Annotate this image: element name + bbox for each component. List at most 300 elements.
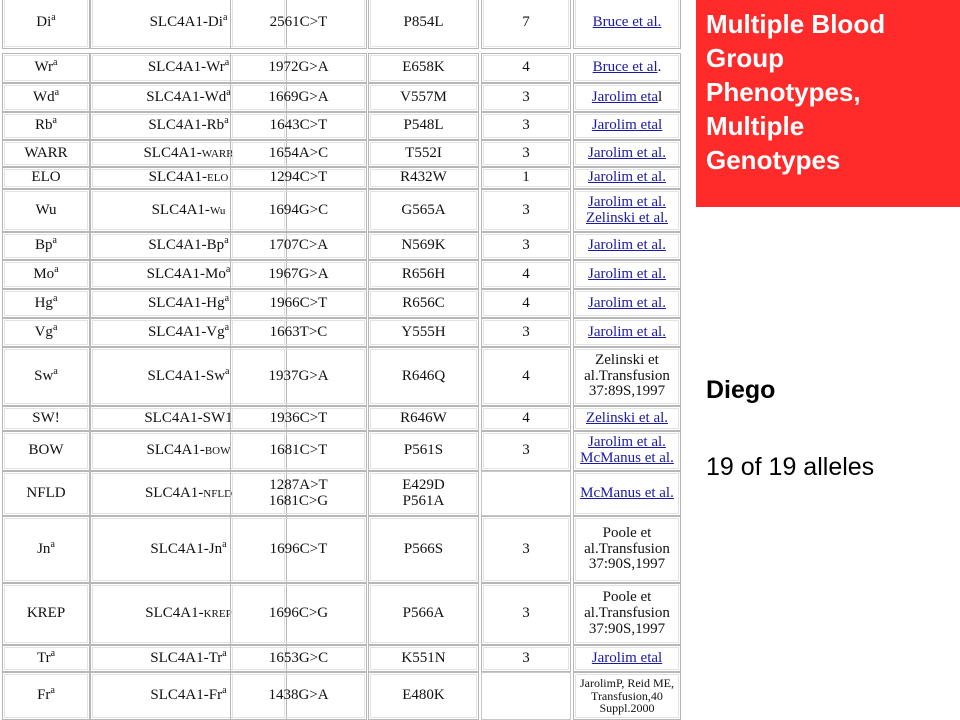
- nucleotide-cell: [230, 260, 367, 289]
- reference-cell: [573, 471, 681, 516]
- exon-cell-content: [522, 118, 530, 134]
- allele-cell-content: [147, 321, 230, 341]
- amino-acid-cell-content: [403, 606, 445, 622]
- reference-cell-content: [588, 146, 666, 162]
- exon-cell: [481, 347, 571, 406]
- antigen-cell-content: [37, 538, 55, 558]
- reference-text: JarolimP, Reid ME,: [579, 676, 674, 691]
- nucleotide-change: 1681C>T: [269, 442, 328, 459]
- antigen-name: Fr: [37, 687, 51, 704]
- nucleotide-cell-content: [269, 478, 328, 510]
- amino-acid-change: R646Q: [401, 367, 446, 384]
- reference-cell-content: [588, 238, 666, 254]
- amino-acid-cell: [368, 471, 479, 516]
- antigen-name: Hg: [34, 294, 53, 311]
- allele-sup: a: [224, 57, 230, 69]
- reference-cell-content: [586, 195, 668, 227]
- exon-cell-content: [522, 170, 530, 186]
- superscript: [54, 264, 58, 275]
- amino-acid-cell: [368, 83, 479, 112]
- reference-cell: [573, 83, 681, 112]
- antigen-cell-content: [31, 170, 60, 186]
- superscript: [222, 539, 226, 550]
- nucleotide-cell: [230, 347, 367, 406]
- reference-cell-content: [592, 118, 662, 134]
- reference-cell: [573, 0, 681, 49]
- allele-cell-content: [147, 57, 230, 76]
- amino-acid-cell: [368, 140, 479, 167]
- antigen-cell-content: [34, 292, 58, 312]
- reference-cell: [573, 232, 681, 260]
- allele-name: SLC4A1-: [143, 144, 202, 161]
- amino-acid-cell: [368, 431, 479, 471]
- antigen-sup: a: [50, 538, 55, 550]
- reference-cell-content: [584, 526, 670, 573]
- superscript: [53, 322, 57, 333]
- superscript: [53, 115, 57, 126]
- reference-text: Transfusion,40: [591, 688, 663, 703]
- antigen-sup: a: [54, 263, 59, 275]
- antigen-name: Sw: [34, 367, 54, 384]
- allele-cell-content: [150, 647, 227, 667]
- amino-acid-cell-content: [404, 542, 443, 558]
- exon-cell-content: [522, 325, 530, 341]
- amino-acid-cell-content: [401, 325, 445, 341]
- amino-acid-cell-content: [402, 267, 445, 283]
- nucleotide-change: 1966C>T: [269, 294, 328, 311]
- amino-acid-change: E429D: [402, 476, 445, 493]
- reference-cell-content: [588, 170, 666, 186]
- antigen-name: Mo: [33, 265, 55, 282]
- nucleotide-cell-content: [270, 411, 328, 427]
- amino-acid-change: Y555H: [401, 323, 446, 340]
- antigen-name: Bp: [35, 237, 53, 254]
- reference-cell: [573, 112, 681, 140]
- antigen-name: Di: [36, 13, 52, 30]
- antigen-cell-content: [34, 57, 58, 76]
- nucleotide-cell-content: [269, 203, 328, 219]
- reference-link[interactable]: Jarolim et al.: [588, 144, 666, 161]
- nucleotide-cell-content: [270, 296, 328, 312]
- reference-cell: [573, 347, 681, 406]
- antigen-cell: [2, 431, 90, 471]
- exon-cell: [481, 318, 571, 347]
- antigen-sup: a: [52, 292, 58, 304]
- amino-acid-change: P561S: [403, 442, 444, 459]
- exon-cell: [481, 516, 571, 583]
- reference-cell-content: [580, 435, 674, 467]
- allele-suffix: WARR: [201, 147, 234, 160]
- reference-text: 37:90S,1997: [588, 620, 666, 637]
- antigen-name: SW!: [32, 409, 60, 426]
- allele-cell-content: [145, 486, 232, 502]
- reference-link[interactable]: Jarolim et al.: [588, 323, 666, 340]
- exon-cell: [481, 167, 571, 189]
- exon-number: 3: [522, 237, 530, 254]
- nucleotide-cell: [230, 471, 367, 516]
- exon-cell: [481, 260, 571, 289]
- amino-acid-change: P561A: [402, 492, 445, 509]
- amino-acid-change: P566A: [402, 605, 445, 622]
- nucleotide-cell: [230, 672, 367, 720]
- allele-cell-content: [149, 170, 229, 186]
- antigen-sup: a: [53, 365, 58, 377]
- antigen-name: NFLD: [26, 484, 66, 501]
- exon-cell: [481, 431, 571, 471]
- allele-name: SLC4A1-Di: [149, 13, 223, 30]
- exon-cell-content: [522, 15, 530, 31]
- allele-cell-content: [150, 685, 227, 704]
- amino-acid-change: P854L: [403, 13, 444, 30]
- allele-cell-content: [149, 11, 228, 31]
- reference-link[interactable]: Zelinski et al.: [585, 209, 669, 226]
- reference-cell-content: [592, 651, 662, 667]
- allele-name: SLC4A1-Fr: [150, 687, 223, 704]
- nucleotide-cell: [230, 112, 367, 140]
- amino-acid-cell-content: [403, 15, 443, 31]
- allele-cell-content: [150, 538, 227, 558]
- nucleotide-change: 1696C>T: [269, 540, 328, 557]
- nucleotide-cell-content: [270, 170, 328, 186]
- allele-name: SLC4A1-Hg: [147, 294, 225, 311]
- exon-cell-content: [522, 90, 530, 106]
- amino-acid-cell: [368, 583, 479, 645]
- nucleotide-cell: [230, 0, 367, 49]
- amino-acid-change: R656H: [401, 265, 446, 282]
- antigen-cell-content: [35, 235, 57, 254]
- antigen-name: Rb: [35, 117, 53, 134]
- antigen-cell-content: [35, 115, 57, 134]
- reference-link[interactable]: Bruce et al.: [592, 13, 662, 30]
- reference-link[interactable]: Zelinski et al.: [585, 409, 669, 426]
- allele-cell-content: [148, 115, 229, 134]
- nucleotide-cell-content: [270, 325, 328, 341]
- antigen-cell-content: [32, 411, 60, 427]
- reference-cell-content: [592, 90, 662, 106]
- allele-name: SLC4A1-: [148, 169, 207, 186]
- allele-sup: a: [222, 647, 227, 659]
- amino-acid-cell: [368, 318, 479, 347]
- nucleotide-cell-content: [268, 90, 328, 106]
- exon-cell: [481, 645, 571, 672]
- superscript: [224, 235, 228, 246]
- allele-name: SLC4A1-: [145, 605, 204, 622]
- exon-number: 3: [522, 144, 530, 161]
- nucleotide-change: 1967G>A: [268, 265, 329, 282]
- nucleotide-cell: [230, 431, 367, 471]
- reference-link[interactable]: Jarolim et al.: [588, 169, 666, 186]
- allele-name: SLC4A1-Tr: [150, 649, 223, 666]
- nucleotide-cell: [230, 583, 367, 645]
- amino-acid-cell-content: [401, 203, 445, 219]
- reference-text: l: [658, 88, 663, 105]
- antigen-cell-content: [34, 365, 58, 385]
- reference-cell-content: [584, 353, 670, 400]
- allele-sup: a: [224, 292, 230, 304]
- nucleotide-cell-content: [268, 267, 328, 283]
- reference-link[interactable]: Jarolim et al.: [588, 265, 666, 282]
- reference-cell: [573, 583, 681, 645]
- antigen-cell: [2, 53, 90, 83]
- exon-cell-content: [522, 267, 530, 283]
- antigen-cell: [2, 232, 90, 260]
- reference-cell-content: [580, 677, 674, 715]
- nucleotide-change: 1936C>T: [269, 409, 328, 426]
- blood-group-label: Diego: [706, 376, 776, 404]
- allele-cell-content: [147, 365, 230, 385]
- amino-acid-cell: [368, 167, 479, 189]
- reference-cell-content: [586, 411, 668, 427]
- antigen-name: WARR: [24, 144, 68, 161]
- antigen-name: Wu: [35, 201, 57, 218]
- allele-cell-content: [145, 606, 231, 622]
- antigen-cell-content: [36, 647, 56, 667]
- reference-link[interactable]: Bruce et al: [592, 59, 658, 76]
- antigen-cell: [2, 0, 90, 49]
- superscript: [225, 57, 229, 68]
- title-line: Multiple Blood: [706, 9, 886, 39]
- reference-link[interactable]: Jarolim et al.: [588, 237, 666, 254]
- nucleotide-change: 1681C>G: [268, 492, 329, 509]
- reference-cell-content: [584, 590, 670, 637]
- amino-acid-cell: [368, 406, 479, 431]
- allele-sup: a: [222, 685, 227, 697]
- amino-acid-cell-content: [400, 411, 447, 427]
- antigen-cell-content: [32, 86, 60, 106]
- nucleotide-change: 1287A>T: [269, 476, 328, 493]
- nucleotide-cell-content: [270, 443, 328, 459]
- amino-acid-cell: [368, 645, 479, 672]
- reference-text: al.Transfusion: [584, 367, 670, 384]
- antigen-cell: [2, 260, 90, 289]
- reference-cell: [573, 431, 681, 471]
- allele-sup: a: [226, 86, 231, 98]
- exon-cell: [481, 189, 571, 232]
- reference-link[interactable]: McManus et al.: [580, 450, 674, 466]
- antigen-cell: [2, 583, 90, 645]
- allele-sup: a: [225, 263, 231, 275]
- amino-acid-cell: [368, 516, 479, 583]
- antigen-sup: a: [52, 321, 58, 333]
- nucleotide-change: 1643C>T: [269, 117, 328, 134]
- superscript: [225, 293, 229, 304]
- reference-text: .: [657, 59, 662, 76]
- exon-cell-content: [522, 296, 530, 312]
- reference-cell-content: [588, 325, 666, 341]
- antigen-name: Wr: [34, 59, 54, 76]
- reference-cell: [573, 318, 681, 347]
- antigen-cell-content: [36, 11, 56, 31]
- allele-suffix: KREP: [203, 608, 232, 621]
- antigen-cell: [2, 516, 90, 583]
- superscript: [224, 115, 228, 126]
- antigen-cell: [2, 347, 90, 406]
- allele-name: SLC4A1-Vg: [147, 323, 225, 340]
- nucleotide-cell-content: [269, 146, 328, 162]
- reference-cell-content: [588, 296, 666, 312]
- reference-cell: [573, 516, 681, 583]
- nucleotide-cell-content: [268, 688, 328, 704]
- exon-number: 4: [522, 59, 530, 76]
- amino-acid-cell-content: [402, 60, 445, 76]
- amino-acid-cell: [368, 347, 479, 406]
- allele-suffix: ELO: [206, 172, 229, 185]
- amino-acid-cell-content: [402, 478, 445, 510]
- exon-cell-content: [522, 369, 530, 385]
- antigen-name: Tr: [36, 649, 51, 666]
- exon-number: 3: [522, 442, 530, 459]
- superscript: [51, 648, 55, 659]
- antigen-cell: [2, 112, 90, 140]
- exon-cell-content: [522, 606, 530, 622]
- amino-acid-change: K551N: [401, 649, 446, 666]
- exon-number: 4: [522, 409, 530, 426]
- antigen-cell: [2, 406, 90, 431]
- antigen-name: BOW: [28, 442, 64, 459]
- allele-sup: a: [224, 321, 230, 333]
- nucleotide-change: 1663T>C: [269, 323, 328, 340]
- nucleotide-cell-content: [269, 651, 328, 667]
- antigen-cell: [2, 83, 90, 112]
- title-line: Phenotypes,: [706, 77, 861, 107]
- nucleotide-change: 1438G>A: [268, 687, 329, 704]
- allele-suffix: Wu: [209, 204, 226, 217]
- exon-cell: [481, 112, 571, 140]
- exon-cell: [481, 289, 571, 318]
- exon-cell-content: [522, 651, 530, 667]
- reference-cell: [573, 406, 681, 431]
- nucleotide-change: 2561C>T: [269, 13, 328, 30]
- allele-name: SLC4A1-Sw: [147, 367, 226, 384]
- amino-acid-change: V557M: [400, 88, 447, 105]
- reference-text: 37:90S,1997: [588, 556, 666, 573]
- reference-cell: [573, 645, 681, 672]
- exon-number: 3: [522, 88, 530, 105]
- exon-cell: [481, 406, 571, 431]
- superscript: [53, 293, 57, 304]
- antigen-cell-content: [26, 486, 65, 502]
- antigen-name: ELO: [31, 169, 61, 186]
- reference-cell: [573, 140, 681, 167]
- reference-text: al.Transfusion: [584, 540, 670, 557]
- allele-cell-content: [146, 443, 230, 459]
- nucleotide-cell: [230, 189, 367, 232]
- superscript: [53, 366, 57, 377]
- nucleotide-change: 1294C>T: [269, 169, 328, 186]
- exon-number: 4: [522, 265, 530, 282]
- antigen-sup: a: [50, 647, 56, 659]
- allele-sup: a: [224, 115, 229, 127]
- amino-acid-cell-content: [403, 118, 443, 134]
- reference-link[interactable]: Jarolim et al.: [588, 193, 666, 210]
- reference-link[interactable]: Jarolim etal: [591, 117, 663, 134]
- allele-name: SLC4A1-Rb: [148, 117, 225, 134]
- reference-link[interactable]: Jarolim et al.: [588, 434, 666, 451]
- amino-acid-cell-content: [401, 651, 445, 667]
- reference-cell: [573, 260, 681, 289]
- nucleotide-cell: [230, 83, 367, 112]
- amino-acid-cell: [368, 232, 479, 260]
- antigen-cell-content: [27, 606, 65, 622]
- antigen-cell-content: [24, 146, 67, 162]
- exon-cell-content: [522, 203, 530, 219]
- nucleotide-change: 1696C>G: [268, 605, 329, 622]
- allele-sup: a: [224, 235, 229, 247]
- nucleotide-cell: [230, 406, 367, 431]
- amino-acid-change: R432W: [400, 169, 447, 186]
- reference-link[interactable]: Jarolim eta: [591, 88, 659, 105]
- exon-number: 3: [522, 117, 530, 134]
- exon-cell-content: [522, 146, 530, 162]
- nucleotide-cell: [230, 289, 367, 318]
- nucleotide-cell-content: [270, 542, 328, 558]
- superscript: [50, 685, 54, 696]
- amino-acid-cell: [368, 289, 479, 318]
- reference-cell-content: [580, 486, 674, 502]
- exon-cell-content: [522, 542, 530, 558]
- nucleotide-change: 1937G>A: [268, 367, 329, 384]
- nucleotide-cell: [230, 516, 367, 583]
- superscript: [55, 87, 59, 98]
- nucleotide-cell: [230, 318, 367, 347]
- reference-link[interactable]: McManus et al.: [580, 484, 674, 501]
- antigen-cell: [2, 471, 90, 516]
- reference-link[interactable]: Jarolim et al.: [588, 294, 666, 311]
- exon-number: 3: [522, 540, 530, 557]
- allele-suffix: BOW: [204, 445, 231, 458]
- antigen-sup: a: [52, 235, 57, 247]
- exon-cell: [481, 672, 571, 720]
- reference-cell: [573, 53, 681, 83]
- antigen-sup: a: [51, 11, 56, 23]
- nucleotide-cell-content: [270, 118, 328, 134]
- reference-text: Zelinski et: [595, 351, 659, 368]
- exon-cell-content: [522, 238, 530, 254]
- superscript: [53, 235, 57, 246]
- exon-cell: [481, 583, 571, 645]
- nucleotide-cell-content: [268, 369, 328, 385]
- exon-number: 3: [522, 605, 530, 622]
- allele-name: SLC4A1-SW1: [144, 409, 233, 426]
- nucleotide-cell: [230, 53, 367, 83]
- nucleotide-change: 1654A>C: [268, 144, 329, 161]
- nucleotide-cell-content: [269, 606, 328, 622]
- allele-name: SLC4A1-Wd: [146, 88, 227, 105]
- allele-cell-content: [152, 203, 226, 219]
- allele-name: SLC4A1-Jn: [150, 540, 223, 557]
- allele-name: SLC4A1-Mo: [146, 265, 226, 282]
- superscript: [225, 322, 229, 333]
- exon-cell: [481, 53, 571, 83]
- allele-count: 19 of 19 alleles: [706, 453, 875, 481]
- allele-sup: a: [225, 365, 230, 377]
- nucleotide-change: 1653G>C: [268, 649, 329, 666]
- exon-cell: [481, 471, 571, 516]
- nucleotide-change: 1694G>C: [268, 201, 329, 218]
- reference-cell: [573, 189, 681, 232]
- superscript: [222, 685, 226, 696]
- reference-text: 37:89S,1997: [588, 383, 666, 400]
- amino-acid-cell-content: [402, 296, 445, 312]
- nucleotide-cell: [230, 645, 367, 672]
- reference-text: al.Transfusion: [584, 605, 670, 622]
- exon-number: 3: [522, 323, 530, 340]
- superscript: [222, 648, 226, 659]
- reference-link[interactable]: Jarolim etal: [591, 649, 663, 666]
- exon-cell: [481, 140, 571, 167]
- antigen-cell: [2, 645, 90, 672]
- antigen-cell-content: [33, 263, 59, 283]
